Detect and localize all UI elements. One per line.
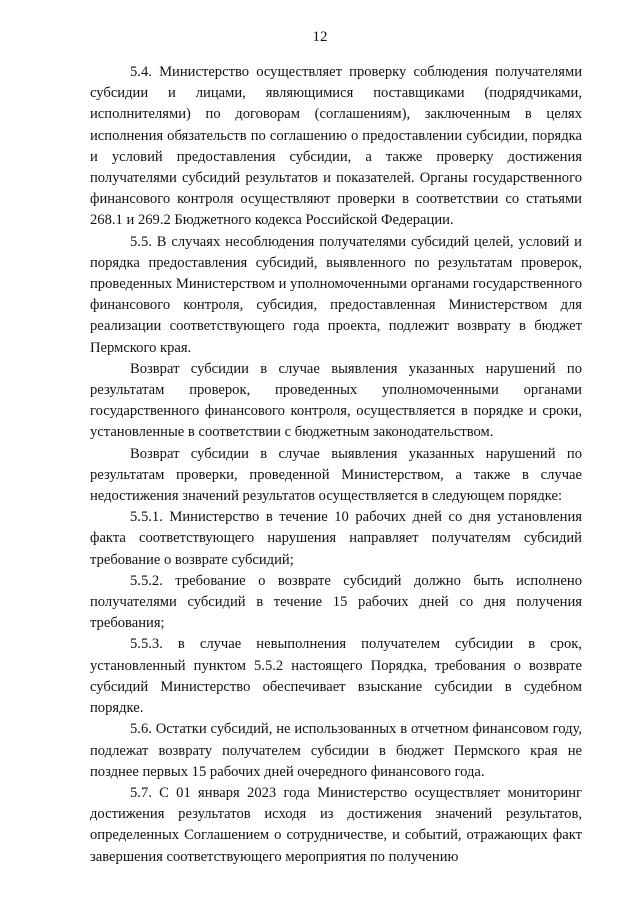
page-number: 12 [312,29,328,45]
paragraph-refund-ministry-audit: Возврат субсидии в случае выявления указанных нарушений по результатам проверки, проведенной Министерством, а также в случае недостижения значений результатов осуществляется в следующем порядке: [90,445,582,505]
paragraph-refund-external-audit: Возврат субсидии в случае выявления указанных нарушений по результатам проверок, проведенных уполномоченными органами государственного финансового контроля, осуществляется в порядке и сроки, установленные в соответствии с бюджетным законодательством. [90,360,582,441]
paragraph-5-6: 5.6. Остатки субсидий, не использованных в отчетном финансовом году, подлежат возврату получателем субсидии в бюджет Пермского края не позднее первых 15 рабочих дней очередного финансового года. [90,721,582,780]
paragraph-5-5-2: 5.5.2. требование о возврате субсидий должно быть исполнено получателями субсидий в течение 15 рабочих дней со дня получения требования; [90,572,582,632]
document-body [90,62,582,868]
paragraph-5-4: 5.4. Министерство осуществляет проверку соблюдения получателями субсидии и лицами, являющимися поставщиками (подрядчиками, исполнителями) по договорам (соглашениям), заключенным в целях исполнения обязательств по соглашению о предоставлении субсидии, порядка и условий предоставления субсидии, а также проверку достижения получателями субсидий результатов и показателей. Органы государственного финансового контроля осуществляют проверки в соответствии со статьями 268.1 и 269.2 Бюджетного кодекса Российской Федерации. [90,64,582,229]
paragraph-5-5-3: 5.5.3. в случае невыполнения получателем субсидии в срок, установленный пунктом 5.5.2 настоящего Порядка, требования о возврате субсидий Министерство обеспечивает взыскание субсидии в судебном порядке. [90,636,582,717]
paragraph-5-5: 5.5. В случаях несоблюдения получателями субсидий целей, условий и порядка предоставления субсидий, выявленного по результатам проверок, проведенных Министерством и уполномоченными органами государственного финансового контроля, субсидия, предоставленная Министерством для реализации соответствующего года проекта, подлежит возврату в бюджет Пермского края. [90,233,582,356]
paragraph-5-7: 5.7. С 01 января 2023 года Министерство осуществляет мониторинг достижения результатов исходя из достижения значений результатов, определенных Соглашением о сотрудничестве, и событий, отражающих факт завершения соответствующего мероприятия по получению [90,784,582,865]
paragraph-5-5-1: 5.5.1. Министерство в течение 10 рабочих дней со дня установления факта соответствующего нарушения направляет получателям субсидий требование о возврате субсидий; [90,509,582,568]
